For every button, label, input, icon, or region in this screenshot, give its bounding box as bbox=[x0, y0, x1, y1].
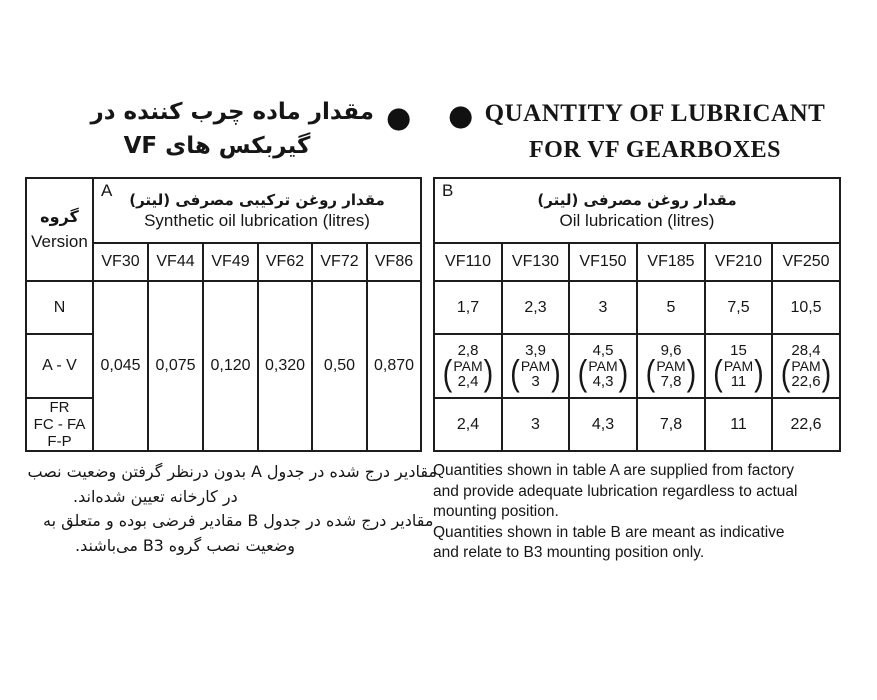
row-label-fr-line1: FR bbox=[49, 399, 70, 416]
version-label-en: Version bbox=[31, 232, 88, 251]
pam-block bbox=[706, 353, 771, 394]
table-a-header-cell bbox=[93, 178, 421, 243]
value-cell: 3 bbox=[569, 281, 637, 334]
paren-close: ) bbox=[754, 353, 764, 394]
column-header-vf185: VF185 bbox=[637, 243, 705, 281]
paren-open: ( bbox=[780, 353, 791, 394]
note-line: مقادیر درج شده در جدول B مقادیر فرضی بوده و متعلق به bbox=[43, 511, 434, 530]
table-a-header-en: Synthetic oil lubrication (litres) bbox=[144, 210, 370, 230]
note-line: mounting position. bbox=[433, 503, 559, 520]
av-main-value: 4,5 bbox=[592, 342, 614, 359]
pam-label: PAM bbox=[453, 358, 483, 374]
pam-value: 22,6 bbox=[791, 373, 821, 390]
row-label-fr-line2: FC - FA bbox=[33, 416, 86, 433]
note-line: وضعیت نصب گروه B3 می‌باشند. bbox=[75, 535, 296, 555]
value-cell: 1,7 bbox=[434, 281, 502, 334]
pam-label: PAM bbox=[520, 358, 551, 374]
pam-label: PAM bbox=[588, 358, 618, 374]
title-persian-line2: گیربکس های VF bbox=[123, 133, 311, 159]
paren-open: ( bbox=[510, 353, 520, 394]
title-english-line1: QUANTITY OF LUBRICANT bbox=[484, 100, 826, 127]
notes-english bbox=[433, 461, 853, 564]
value-cell: 0,075 bbox=[148, 281, 203, 451]
av-main-value: 2,8 bbox=[457, 342, 479, 359]
note-line: and provide adequate lubrication regardless to actual bbox=[433, 482, 798, 500]
pam-value-cell bbox=[772, 334, 840, 398]
pam-value: 3 bbox=[531, 373, 540, 390]
column-header-vf30: VF30 bbox=[93, 243, 148, 281]
value-cell: 2,3 bbox=[502, 281, 569, 334]
pam-value: 2,4 bbox=[457, 373, 479, 390]
version-label-fa: گروه bbox=[40, 207, 79, 226]
value-cell: 0,120 bbox=[203, 281, 258, 451]
title-english-line2: FOR VF GEARBOXES bbox=[528, 137, 782, 163]
column-header-vf250: VF250 bbox=[772, 243, 840, 281]
pam-label: PAM bbox=[656, 358, 686, 374]
row-label-fr bbox=[26, 398, 93, 451]
pam-value: 11 bbox=[730, 373, 747, 390]
paren-open: ( bbox=[713, 353, 723, 394]
lubricant-table-b bbox=[433, 177, 841, 452]
column-header-vf150: VF150 bbox=[569, 243, 637, 281]
value-cell: 3 bbox=[502, 398, 569, 451]
lubricant-table-a bbox=[25, 177, 422, 452]
av-main-value: 3,9 bbox=[525, 342, 546, 359]
table-a-header-fa: مقدار روغن ترکیبی مصرفی (لیتر) bbox=[129, 190, 385, 209]
pam-value-cell bbox=[705, 334, 772, 398]
version-header-cell bbox=[26, 178, 93, 281]
note-line: and relate to B3 mounting position only. bbox=[433, 544, 705, 561]
column-header-vf86: VF86 bbox=[367, 243, 421, 281]
note-line: Quantities shown in table B are meant as indicative bbox=[433, 523, 785, 541]
pam-label: PAM bbox=[723, 358, 754, 374]
pam-value-cell bbox=[434, 334, 502, 398]
pam-value-cell bbox=[569, 334, 637, 398]
bullet-icon: ● bbox=[448, 98, 474, 132]
column-header-vf130: VF130 bbox=[502, 243, 569, 281]
pam-value-cell bbox=[637, 334, 705, 398]
table-b-header-fa: مقدار روغن مصرفی (لیتر) bbox=[537, 190, 737, 209]
pam-block bbox=[638, 353, 704, 394]
pam-block bbox=[773, 353, 839, 394]
value-cell: 7,5 bbox=[705, 281, 772, 334]
table-b-header-cell bbox=[434, 178, 840, 243]
pam-value: 7,8 bbox=[660, 373, 682, 390]
value-cell: 0,045 bbox=[93, 281, 148, 451]
column-header-vf72: VF72 bbox=[312, 243, 367, 281]
paren-close: ) bbox=[686, 353, 697, 394]
title-persian-line1: مقدار ماده چرب کننده در bbox=[90, 99, 374, 125]
pam-label: PAM bbox=[791, 358, 821, 374]
pam-block bbox=[503, 353, 568, 394]
column-header-vf110: VF110 bbox=[434, 243, 502, 281]
value-cell: 0,50 bbox=[312, 281, 367, 451]
av-main-value: 15 bbox=[730, 342, 747, 359]
av-main-value: 9,6 bbox=[660, 342, 682, 359]
row-label-av: A - V bbox=[26, 334, 93, 398]
value-cell: 0,870 bbox=[367, 281, 421, 451]
row-label-n: N bbox=[26, 281, 93, 334]
pam-block bbox=[570, 353, 636, 394]
column-header-vf210: VF210 bbox=[705, 243, 772, 281]
paren-open: ( bbox=[442, 353, 453, 394]
column-header-vf44: VF44 bbox=[148, 243, 203, 281]
pam-value-cell bbox=[502, 334, 569, 398]
paren-close: ) bbox=[821, 353, 832, 394]
paren-open: ( bbox=[645, 353, 656, 394]
column-header-vf62: VF62 bbox=[258, 243, 312, 281]
table-b-header-en: Oil lubrication (litres) bbox=[559, 210, 715, 230]
value-cell: 5 bbox=[637, 281, 705, 334]
note-line: در کارخانه تعیین شده‌اند. bbox=[73, 486, 238, 506]
paren-close: ) bbox=[618, 353, 629, 394]
row-label-fr-line3: F-P bbox=[47, 433, 72, 450]
value-cell: 0,320 bbox=[258, 281, 312, 451]
value-cell: 7,8 bbox=[637, 398, 705, 451]
table-b-corner-label: B bbox=[442, 181, 454, 200]
paren-close: ) bbox=[551, 353, 561, 394]
column-header-vf49: VF49 bbox=[203, 243, 258, 281]
table-a-corner-label: A bbox=[101, 181, 113, 200]
value-cell: 4,3 bbox=[569, 398, 637, 451]
pam-block bbox=[435, 353, 501, 394]
note-line: Quantities shown in table A are supplied from factory bbox=[433, 462, 795, 479]
paren-close: ) bbox=[483, 353, 494, 394]
value-cell: 2,4 bbox=[434, 398, 502, 451]
value-cell: 10,5 bbox=[772, 281, 840, 334]
av-main-value: 28,4 bbox=[791, 342, 821, 359]
value-cell: 11 bbox=[705, 398, 772, 451]
notes-persian bbox=[27, 460, 437, 558]
paren-open: ( bbox=[577, 353, 588, 394]
bullet-icon: ● bbox=[386, 100, 412, 134]
value-cell: 22,6 bbox=[772, 398, 840, 451]
pam-value: 4,3 bbox=[592, 373, 614, 390]
note-line: مقادیر درج شده در جدول A بدون درنظر گرفتن وضعیت نصب bbox=[27, 462, 437, 481]
